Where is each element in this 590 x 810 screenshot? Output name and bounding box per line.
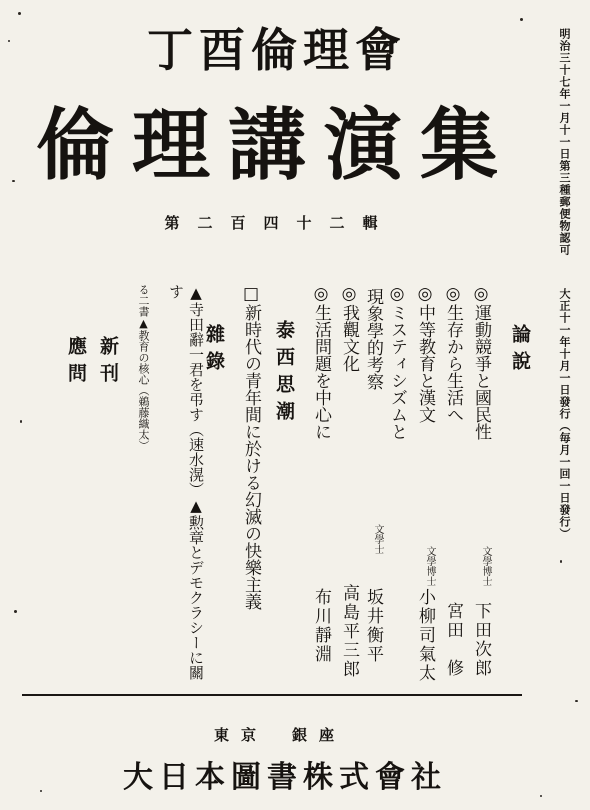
toc-entry-title: ◎生活問題を中心に (311, 284, 331, 440)
toc-entry-author: 坂井衡平 (363, 588, 383, 664)
publication-title: 倫理講演集 (35, 100, 516, 191)
toc-entry-credential: 文學士 (372, 524, 383, 554)
toc-entry-title: ◎ミスティシズムと (387, 284, 407, 440)
toc-entry-author: 布川靜淵 (311, 588, 331, 664)
issue-number: 第二百四十二輯 (164, 214, 396, 232)
section-heading-shinkan: 新刊 (97, 336, 119, 390)
toc-entry-title: ▲寺田辭一君を弔す（速水滉）▲勲章とデモクラシーに關す (167, 284, 205, 680)
toc-entry-author: 高島平三郎 (339, 584, 359, 679)
toc-entry-title: る二書▲教育の核心（鵜藤織太） (137, 284, 150, 451)
toc-entry-credential: 文學博士 (480, 546, 491, 586)
section-heading-taisei: 泰西思潮 (273, 320, 295, 428)
toc-entry-author: 小柳司氣太 (415, 588, 435, 683)
table-of-contents (65, 284, 536, 692)
divider-rule (22, 694, 522, 696)
section-heading-zatsuroku: 雜錄 (203, 324, 225, 378)
publication-date: 大正十一年十月一日發行（毎月一回一日發行） (558, 288, 571, 540)
toc-entry-title: ◎運動競爭と國民性 (471, 284, 491, 440)
toc-entry-credential: 文學博士 (424, 546, 435, 586)
toc-entry-title: ◎我觀文化 (339, 284, 359, 372)
postal-registration: 明治三十七年一月十一日第三種郵便物認可 (558, 28, 571, 256)
publisher-name: 大日本圖書株式會社 (123, 760, 447, 795)
section-heading-toi: 應問 (65, 336, 87, 390)
publisher-district: 銀座 (292, 726, 347, 744)
toc-entry-author: 下田次郎 (471, 602, 491, 678)
toc-entry-title: 現象學的考察 (363, 288, 383, 390)
toc-entry-title: ◎生存から生活へ (443, 284, 463, 423)
toc-entry-author: 宮田 修 (443, 602, 463, 678)
toc-entry-title: □新時代の青年間に於ける幻滅の快樂主義 (241, 284, 261, 610)
publisher-city: 東京 (214, 726, 269, 744)
society-title: 丁酉倫理會 (147, 23, 407, 77)
toc-entry-title: ◎中等教育と漢文 (415, 284, 435, 423)
section-heading-ronsetsu: 論說 (509, 324, 531, 378)
